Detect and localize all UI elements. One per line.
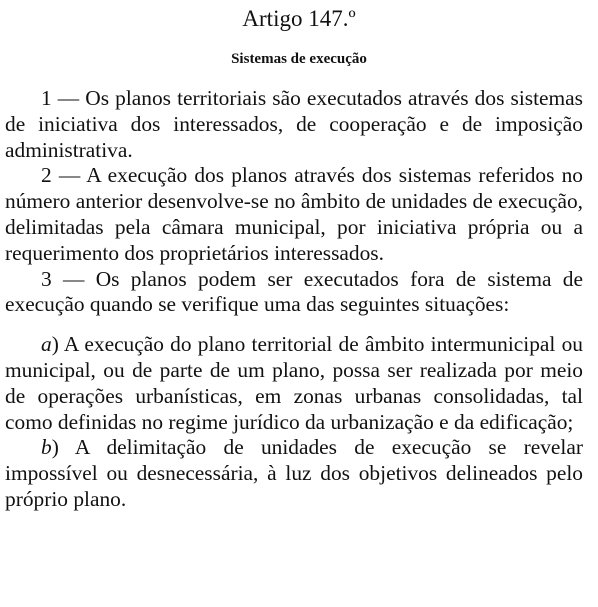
paragraph-1: 1 — Os planos territoriais são executados através dos sistemas de iniciativa dos interessados, de cooperação e de imposição administrativa. (5, 86, 583, 162)
list-item-b (5, 435, 583, 512)
list-spacer (5, 318, 583, 332)
list-item-a (5, 332, 583, 435)
list-item-a-letter: a (41, 332, 52, 357)
list-item-a-text: ) A execução do plano territorial de âmbito intermunicipal ou municipal, ou de parte de um plano, possa ser realizada por meio de operações urbanísticas, em zonas urbanas consolidadas, tal como definidas no regime jurídico da urbanização e da edificação; (5, 332, 583, 434)
article-title: Artigo 147.º (242, 6, 356, 31)
list-item-b-text: ) A delimitação de unidades de execução se revelar impossível ou desnecessária, à luz dos objetivos delineados pelo próprio plano. (5, 435, 583, 511)
article-body (5, 86, 583, 513)
paragraph-2: 2 — A execução dos planos através dos sistemas referidos no número anterior desenvolve-se no âmbito de unidades de execução, delimitadas pela câmara municipal, por iniciativa própria ou a requerimento dos proprietários interessados. (5, 163, 583, 265)
list-item-b-letter: b (41, 435, 52, 460)
paragraph-3: 3 — Os planos podem ser executados fora de sistema de execução quando se verifique uma das seguintes situações: (5, 266, 583, 317)
article-subtitle: Sistemas de execução (231, 51, 367, 67)
